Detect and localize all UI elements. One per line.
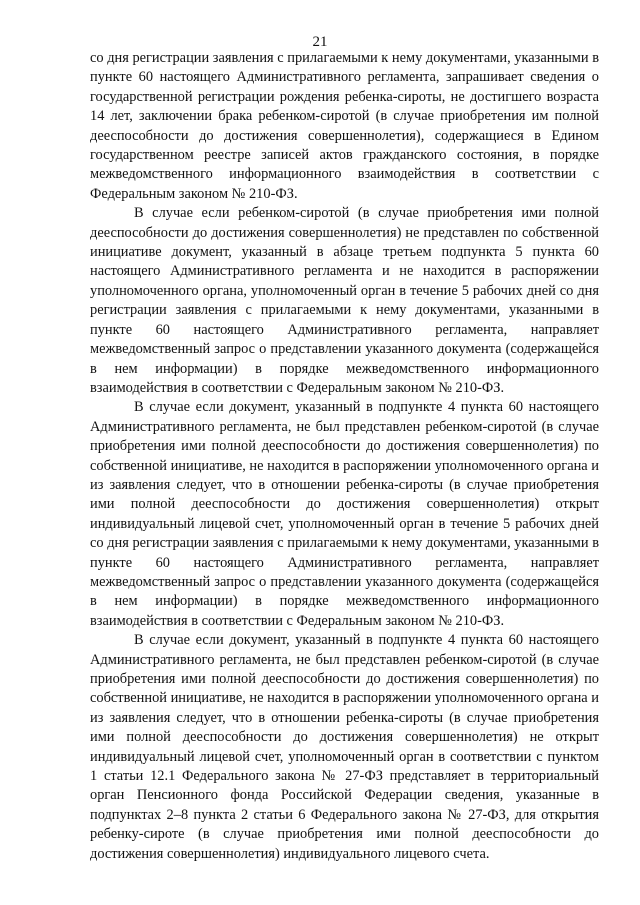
paragraph-birth-registration-request: В случае если ребенком-сиротой (в случае приобретения ими полной дееспособности до достижения совершеннолетия) не представлен по собственной инициативе документ, указанный в абзаце третьем подпункта 5 пункта 60 настоящего Административного регламента и не находится в распоряжении уполномоченного органа, уполномоченный орган в течение 5 рабочих дней со дня регистрации заявления с прилагаемыми к нему документами, указанными в пункте 60 настоящего Административного регламента, направляет межведомственный запрос о представлении указанного документа (содержащейся в нем информации) в порядке межведомственного информационного взаимодействия в соответствии с Федеральным законом № 210-ФЗ. <box>90 205 599 396</box>
paragraph-continuation: со дня регистрации заявления с прилагаемыми к нему документами, указанными в пункте 60 настоящего Административного регламента, запрашивает сведения о государственной регистрации рождения ребенка-сироты, не достигшего возраста 14 лет, заключении брака ребенком-сиротой (в случае приобретения им полной дееспособности до достижения совершеннолетия), содержащиеся в Едином государственном реестре записей актов гражданского состояния, в порядке межведомственного информационного взаимодействия в соответствии с Федеральным законом № 210-ФЗ. <box>90 50 599 202</box>
paragraph-account-opened-request: В случае если документ, указанный в подпункте 4 пункта 60 настоящего Административного регламента, не был представлен ребенком-сиротой (в случае приобретения ими полной дееспособности до достижения совершеннолетия) по собственной инициативе, не находится в распоряжении уполномоченного органа и из заявления следует, что в отношении ребенка-сироты (в случае приобретения ими полной дееспособности до достижения совершеннолетия) открыт индивидуальный лицевой счет, уполномоченный орган в течение 5 рабочих дней со дня регистрации заявления с прилагаемыми к нему документами, указанными в пункте 60 настоящего Административного регламента, направляет межведомственный запрос о представлении указанного документа (содержащейся в нем информации) в порядке межведомственного информационного взаимодействия в соответствии с Федеральным законом № 210-ФЗ. <box>90 399 599 629</box>
page-number: 21 <box>312 34 328 50</box>
document-body <box>90 49 599 864</box>
paragraph-account-not-opened: В случае если документ, указанный в подпункте 4 пункта 60 настоящего Административного регламента, не был представлен ребенком-сиротой (в случае приобретения ими полной дееспособности до достижения совершеннолетия) по собственной инициативе, не находится в распоряжении уполномоченного органа и из заявления следует, что в отношении ребенка-сироты (в случае приобретения ими полной дееспособности до достижения совершеннолетия) не открыт индивидуальный лицевой счет, уполномоченный орган в соответствии с пунктом 1 статьи 12.1 Федерального закона № 27-ФЗ представляет в территориальный орган Пенсионного фонда Российской Федерации сведения, указанные в подпунктах 2–8 пункта 2 статьи 6 Федерального закона № 27-ФЗ, для открытия ребенку-сироте (в случае приобретения ими полной дееспособности до достижения совершеннолетия) индивидуального лицевого счета. <box>90 632 599 862</box>
